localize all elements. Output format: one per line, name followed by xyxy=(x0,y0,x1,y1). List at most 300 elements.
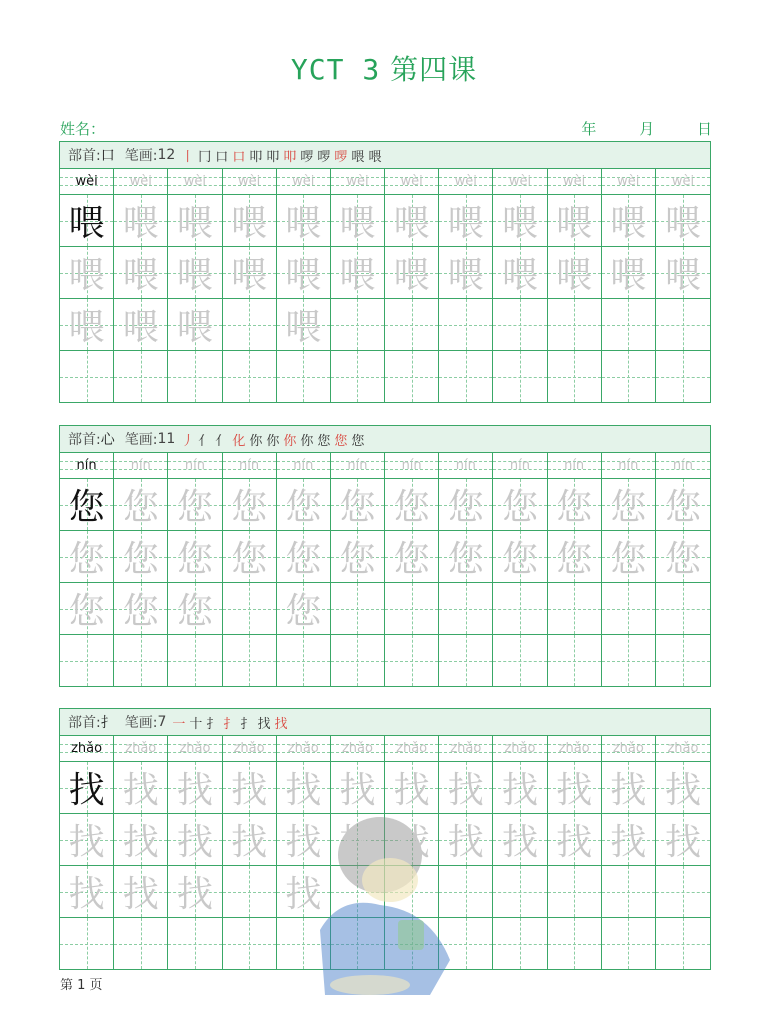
empty-practice-cell[interactable] xyxy=(493,866,547,917)
trace-character-cell[interactable] xyxy=(602,195,656,246)
practice-row xyxy=(60,635,710,686)
trace-character-cell[interactable] xyxy=(602,531,656,582)
stroke-step: 喂 xyxy=(351,149,365,165)
practice-row xyxy=(60,247,710,299)
trace-character-cell[interactable] xyxy=(223,247,277,298)
stroke-step: 叩 xyxy=(283,149,297,165)
pinyin-text: zhǎo xyxy=(396,741,428,756)
pinyin-text: zhǎo xyxy=(612,741,644,756)
pinyin-text: wèi xyxy=(671,174,695,189)
trace-character-cell[interactable] xyxy=(656,531,710,582)
stroke-step: 叩 xyxy=(266,149,280,165)
trace-character-cell[interactable] xyxy=(331,531,385,582)
title-latin: YCT 3 xyxy=(290,53,381,86)
trace-character: 喂 xyxy=(501,203,538,244)
stroke-order-sequence xyxy=(181,430,368,449)
stroke-count-label: 笔画: xyxy=(124,715,158,731)
pinyin-text: nín xyxy=(618,458,639,473)
trace-character-cell[interactable] xyxy=(60,531,114,582)
trace-character-cell[interactable] xyxy=(656,814,710,865)
pinyin-model xyxy=(60,736,114,761)
stroke-order-sequence xyxy=(181,146,385,165)
pinyin-text: nín xyxy=(564,458,585,473)
trace-character: 找 xyxy=(176,770,213,811)
stroke-step: 亻 xyxy=(198,433,212,449)
trace-character: 喂 xyxy=(122,255,159,296)
empty-practice-cell[interactable] xyxy=(223,583,277,634)
trace-character-cell[interactable] xyxy=(548,247,602,298)
empty-practice-cell[interactable] xyxy=(60,918,114,969)
pinyin-text: nín xyxy=(184,458,205,473)
trace-character: 找 xyxy=(285,770,322,811)
trace-character-cell[interactable] xyxy=(223,479,277,530)
empty-practice-cell[interactable] xyxy=(331,583,385,634)
trace-character-cell[interactable] xyxy=(548,814,602,865)
trace-character: 找 xyxy=(393,770,430,811)
stroke-step: 亻 xyxy=(215,433,229,449)
model-character-cell[interactable] xyxy=(60,195,114,246)
trace-character-cell[interactable] xyxy=(439,762,493,813)
trace-character: 喂 xyxy=(68,307,105,348)
empty-practice-cell[interactable] xyxy=(548,583,602,634)
radical-value: 心 xyxy=(100,432,115,448)
trace-character-cell[interactable] xyxy=(60,814,114,865)
pinyin-trace xyxy=(548,453,602,478)
empty-practice-cell[interactable] xyxy=(656,299,710,350)
trace-character-cell[interactable] xyxy=(168,247,222,298)
empty-practice-cell[interactable] xyxy=(331,299,385,350)
trace-character: 喂 xyxy=(285,203,322,244)
trace-character: 您 xyxy=(176,539,213,580)
trace-character-cell[interactable] xyxy=(602,247,656,298)
empty-practice-cell[interactable] xyxy=(60,635,114,686)
empty-practice-cell[interactable] xyxy=(331,351,385,402)
trace-character: 您 xyxy=(393,487,430,528)
pinyin-text: zhǎo xyxy=(341,741,373,756)
pinyin-text: zhǎo xyxy=(125,741,157,756)
empty-practice-cell[interactable] xyxy=(656,583,710,634)
trace-character: 喂 xyxy=(285,255,322,296)
trace-character-cell[interactable] xyxy=(114,195,168,246)
trace-character: 您 xyxy=(285,487,322,528)
day-label[interactable]: 日 xyxy=(696,120,712,138)
trace-character: 找 xyxy=(501,822,538,863)
pinyin-row xyxy=(60,169,710,195)
pinyin-trace xyxy=(656,169,710,194)
trace-character-cell[interactable] xyxy=(331,762,385,813)
trace-character: 喂 xyxy=(393,203,430,244)
trace-character: 找 xyxy=(339,822,376,863)
empty-practice-cell[interactable] xyxy=(223,918,277,969)
pinyin-trace xyxy=(493,736,547,761)
trace-character: 喂 xyxy=(231,255,268,296)
empty-practice-cell[interactable] xyxy=(493,299,547,350)
empty-practice-cell[interactable] xyxy=(168,351,222,402)
trace-character: 您 xyxy=(556,487,593,528)
trace-character-cell[interactable] xyxy=(385,479,439,530)
trace-character: 找 xyxy=(501,770,538,811)
pinyin-trace xyxy=(602,736,656,761)
trace-character: 喂 xyxy=(122,307,159,348)
empty-practice-cell[interactable] xyxy=(114,351,168,402)
empty-practice-cell[interactable] xyxy=(602,635,656,686)
trace-character-cell[interactable] xyxy=(60,247,114,298)
empty-practice-cell[interactable] xyxy=(656,918,710,969)
stroke-step: 你 xyxy=(249,433,263,449)
stroke-step: 十 xyxy=(189,716,203,732)
empty-practice-cell[interactable] xyxy=(223,866,277,917)
stroke-step: 口 xyxy=(215,149,229,165)
model-character: 您 xyxy=(68,487,105,528)
trace-character: 找 xyxy=(122,770,159,811)
trace-character-cell[interactable] xyxy=(168,531,222,582)
trace-character-cell[interactable] xyxy=(656,247,710,298)
stroke-step: 化 xyxy=(232,433,246,449)
empty-practice-cell[interactable] xyxy=(277,635,331,686)
pinyin-text: wèi xyxy=(400,174,423,189)
stroke-count-label: 笔画: xyxy=(124,148,158,164)
trace-character: 您 xyxy=(447,487,484,528)
trace-character-cell[interactable] xyxy=(168,583,222,634)
trace-character: 找 xyxy=(68,874,105,915)
trace-character-cell[interactable] xyxy=(439,195,493,246)
pinyin-text: wèi xyxy=(75,174,98,189)
trace-character-cell[interactable] xyxy=(493,247,547,298)
empty-practice-cell[interactable] xyxy=(548,866,602,917)
stroke-step: 口 xyxy=(232,149,246,165)
empty-practice-cell[interactable] xyxy=(602,866,656,917)
trace-character: 找 xyxy=(447,822,484,863)
trace-character-cell[interactable] xyxy=(277,299,331,350)
trace-character-cell[interactable] xyxy=(168,814,222,865)
date-labels xyxy=(543,118,712,139)
trace-character: 您 xyxy=(501,487,538,528)
pinyin-text: zhǎo xyxy=(504,741,536,756)
pinyin-row xyxy=(60,736,710,762)
trace-character: 喂 xyxy=(176,203,213,244)
radical-label: 部首: xyxy=(68,148,101,164)
name-label[interactable]: 姓名： xyxy=(60,120,106,138)
stroke-step: 扌 xyxy=(240,716,254,732)
trace-character-cell[interactable] xyxy=(114,531,168,582)
trace-character: 喂 xyxy=(393,255,430,296)
trace-character-cell[interactable] xyxy=(168,479,222,530)
pinyin-text: wèi xyxy=(237,174,261,189)
stroke-step: 丿 xyxy=(181,433,195,449)
trace-character: 喂 xyxy=(664,203,701,244)
trace-character-cell[interactable] xyxy=(168,866,222,917)
practice-row xyxy=(60,583,710,635)
trace-character: 喂 xyxy=(339,203,376,244)
trace-character: 喂 xyxy=(556,255,593,296)
pinyin-text: wèi xyxy=(346,174,369,189)
empty-practice-cell[interactable] xyxy=(548,918,602,969)
trace-character-cell[interactable] xyxy=(331,247,385,298)
pinyin-trace xyxy=(331,736,385,761)
empty-practice-cell[interactable] xyxy=(656,866,710,917)
trace-character-cell[interactable] xyxy=(168,762,222,813)
trace-character: 找 xyxy=(122,874,159,915)
stroke-step: 扌 xyxy=(223,716,237,732)
trace-character-cell[interactable] xyxy=(385,247,439,298)
trace-character: 找 xyxy=(231,822,268,863)
block-header xyxy=(60,426,710,453)
trace-character-cell[interactable] xyxy=(223,814,277,865)
trace-character-cell[interactable] xyxy=(114,814,168,865)
pinyin-text: wèi xyxy=(617,174,640,189)
empty-practice-cell[interactable] xyxy=(277,351,331,402)
trace-character: 喂 xyxy=(285,307,322,348)
trace-character-cell[interactable] xyxy=(385,762,439,813)
pinyin-trace xyxy=(439,453,493,478)
empty-practice-cell[interactable] xyxy=(385,351,439,402)
trace-character: 找 xyxy=(285,874,322,915)
trace-character-cell[interactable] xyxy=(439,479,493,530)
trace-character: 您 xyxy=(176,591,213,632)
trace-character-cell[interactable] xyxy=(385,531,439,582)
pinyin-trace xyxy=(385,453,439,478)
page-title xyxy=(0,48,768,88)
pinyin-trace xyxy=(277,736,331,761)
trace-character: 找 xyxy=(664,822,701,863)
stroke-step: 找 xyxy=(257,716,271,732)
pinyin-trace xyxy=(114,453,168,478)
radical-value: 扌 xyxy=(100,715,115,731)
trace-character-cell[interactable] xyxy=(656,479,710,530)
practice-row xyxy=(60,479,710,531)
pinyin-text: nín xyxy=(455,458,476,473)
pinyin-trace xyxy=(548,169,602,194)
trace-character-cell[interactable] xyxy=(168,195,222,246)
trace-character-cell[interactable] xyxy=(277,247,331,298)
trace-character-cell[interactable] xyxy=(602,814,656,865)
trace-character-cell[interactable] xyxy=(602,479,656,530)
trace-character-cell[interactable] xyxy=(656,762,710,813)
trace-character-cell[interactable] xyxy=(439,531,493,582)
trace-character-cell[interactable] xyxy=(168,299,222,350)
pinyin-text: nín xyxy=(401,458,422,473)
trace-character: 喂 xyxy=(176,307,213,348)
pinyin-trace xyxy=(168,736,222,761)
pinyin-text: nín xyxy=(76,458,97,473)
empty-practice-cell[interactable] xyxy=(331,635,385,686)
trace-character-cell[interactable] xyxy=(385,195,439,246)
trace-character: 您 xyxy=(664,487,701,528)
empty-practice-cell[interactable] xyxy=(114,635,168,686)
trace-character: 找 xyxy=(556,770,593,811)
empty-practice-cell[interactable] xyxy=(385,583,439,634)
pinyin-text: nín xyxy=(130,458,151,473)
trace-character-cell[interactable] xyxy=(493,814,547,865)
empty-practice-cell[interactable] xyxy=(602,918,656,969)
trace-character: 喂 xyxy=(556,203,593,244)
trace-character: 您 xyxy=(556,539,593,580)
trace-character-cell[interactable] xyxy=(277,479,331,530)
empty-practice-cell[interactable] xyxy=(493,583,547,634)
trace-character-cell[interactable] xyxy=(602,762,656,813)
model-character: 找 xyxy=(68,770,105,811)
month-label[interactable]: 月 xyxy=(639,120,655,138)
empty-practice-cell[interactable] xyxy=(114,918,168,969)
stroke-step: 找 xyxy=(274,716,288,732)
trace-character-cell[interactable] xyxy=(60,299,114,350)
trace-character-cell[interactable] xyxy=(114,583,168,634)
trace-character: 喂 xyxy=(68,255,105,296)
empty-practice-cell[interactable] xyxy=(548,351,602,402)
trace-character: 找 xyxy=(610,822,647,863)
empty-practice-cell[interactable] xyxy=(493,918,547,969)
trace-character: 找 xyxy=(664,770,701,811)
stroke-step: 冂 xyxy=(198,149,212,165)
stroke-step: 啰 xyxy=(334,149,348,165)
pinyin-text: wèi xyxy=(454,174,477,189)
trace-character-cell[interactable] xyxy=(331,479,385,530)
empty-practice-cell[interactable] xyxy=(223,635,277,686)
empty-practice-cell[interactable] xyxy=(60,351,114,402)
trace-character-cell[interactable] xyxy=(439,814,493,865)
trace-character: 您 xyxy=(339,487,376,528)
trace-character-cell[interactable] xyxy=(60,583,114,634)
empty-practice-cell[interactable] xyxy=(168,635,222,686)
trace-character-cell[interactable] xyxy=(114,762,168,813)
trace-character: 喂 xyxy=(610,203,647,244)
trace-character-cell[interactable] xyxy=(223,762,277,813)
model-character-cell[interactable] xyxy=(60,762,114,813)
trace-character-cell[interactable] xyxy=(548,195,602,246)
trace-character-cell[interactable] xyxy=(114,479,168,530)
block-header xyxy=(60,709,710,736)
empty-practice-cell[interactable] xyxy=(385,635,439,686)
trace-character: 找 xyxy=(447,770,484,811)
pinyin-trace xyxy=(331,169,385,194)
trace-character-cell[interactable] xyxy=(60,866,114,917)
trace-character: 您 xyxy=(122,487,159,528)
pinyin-text: zhǎo xyxy=(179,741,211,756)
pinyin-text: wèi xyxy=(563,174,586,189)
stroke-step: 丨 xyxy=(181,149,195,165)
trace-character-cell[interactable] xyxy=(493,479,547,530)
stroke-step: 啰 xyxy=(300,149,314,165)
trace-character: 您 xyxy=(610,487,647,528)
pinyin-trace xyxy=(223,736,277,761)
pinyin-model xyxy=(60,453,114,478)
trace-character-cell[interactable] xyxy=(277,583,331,634)
trace-character-cell[interactable] xyxy=(656,195,710,246)
pinyin-trace xyxy=(548,736,602,761)
empty-practice-cell[interactable] xyxy=(439,299,493,350)
trace-character-cell[interactable] xyxy=(331,195,385,246)
empty-practice-cell[interactable] xyxy=(602,351,656,402)
pinyin-text: nín xyxy=(293,458,314,473)
pinyin-trace xyxy=(385,736,439,761)
empty-practice-cell[interactable] xyxy=(493,351,547,402)
stroke-step: 您 xyxy=(351,433,365,449)
model-character: 喂 xyxy=(68,203,105,244)
trace-character-cell[interactable] xyxy=(223,531,277,582)
pinyin-trace xyxy=(168,453,222,478)
trace-character: 您 xyxy=(176,487,213,528)
trace-character-cell[interactable] xyxy=(493,531,547,582)
trace-character: 您 xyxy=(122,591,159,632)
pinyin-text: wèi xyxy=(129,174,152,189)
trace-character-cell[interactable] xyxy=(114,866,168,917)
empty-practice-cell[interactable] xyxy=(548,299,602,350)
empty-practice-cell[interactable] xyxy=(656,635,710,686)
model-character-cell[interactable] xyxy=(60,479,114,530)
empty-practice-cell[interactable] xyxy=(602,299,656,350)
trace-character: 您 xyxy=(664,539,701,580)
empty-practice-cell[interactable] xyxy=(439,351,493,402)
trace-character-cell[interactable] xyxy=(114,299,168,350)
trace-character: 喂 xyxy=(610,255,647,296)
trace-character-cell[interactable] xyxy=(277,762,331,813)
radical-label: 部首: xyxy=(68,432,101,448)
trace-character-cell[interactable] xyxy=(548,531,602,582)
trace-character: 您 xyxy=(122,539,159,580)
trace-character: 喂 xyxy=(664,255,701,296)
trace-character: 找 xyxy=(339,770,376,811)
stroke-step: 啰 xyxy=(317,149,331,165)
empty-practice-cell[interactable] xyxy=(223,351,277,402)
trace-character: 找 xyxy=(176,822,213,863)
stroke-count-value: 12 xyxy=(157,147,176,163)
trace-character-cell[interactable] xyxy=(277,531,331,582)
trace-character-cell[interactable] xyxy=(493,195,547,246)
empty-practice-cell[interactable] xyxy=(548,635,602,686)
stroke-count-value: 11 xyxy=(157,431,176,447)
trace-character-cell[interactable] xyxy=(277,195,331,246)
trace-character: 喂 xyxy=(447,203,484,244)
trace-character-cell[interactable] xyxy=(439,247,493,298)
pinyin-text: zhǎo xyxy=(558,741,590,756)
empty-practice-cell[interactable] xyxy=(439,635,493,686)
trace-character-cell[interactable] xyxy=(493,762,547,813)
pinyin-text: zhǎo xyxy=(667,741,699,756)
character-block xyxy=(59,141,711,403)
pinyin-trace xyxy=(277,169,331,194)
trace-character: 找 xyxy=(556,822,593,863)
pinyin-model xyxy=(60,169,114,194)
year-label[interactable]: 年 xyxy=(581,120,597,138)
pinyin-text: nín xyxy=(239,458,260,473)
trace-character: 找 xyxy=(68,822,105,863)
pinyin-trace xyxy=(114,736,168,761)
empty-practice-cell[interactable] xyxy=(602,583,656,634)
practice-row xyxy=(60,762,710,814)
trace-character: 找 xyxy=(176,874,213,915)
pinyin-text: zhǎo xyxy=(287,741,319,756)
empty-practice-cell[interactable] xyxy=(168,918,222,969)
trace-character: 您 xyxy=(285,539,322,580)
empty-practice-cell[interactable] xyxy=(656,351,710,402)
empty-practice-cell[interactable] xyxy=(493,635,547,686)
character-block xyxy=(59,425,711,687)
block-header xyxy=(60,142,710,169)
pinyin-text: nín xyxy=(347,458,368,473)
trace-character: 您 xyxy=(393,539,430,580)
empty-practice-cell[interactable] xyxy=(223,299,277,350)
trace-character-cell[interactable] xyxy=(548,479,602,530)
pinyin-text: zhǎo xyxy=(233,741,265,756)
trace-character: 喂 xyxy=(231,203,268,244)
stroke-step: 您 xyxy=(334,433,348,449)
empty-practice-cell[interactable] xyxy=(385,299,439,350)
trace-character-cell[interactable] xyxy=(114,247,168,298)
trace-character-cell[interactable] xyxy=(223,195,277,246)
empty-practice-cell[interactable] xyxy=(439,583,493,634)
trace-character-cell[interactable] xyxy=(548,762,602,813)
pinyin-trace xyxy=(439,736,493,761)
